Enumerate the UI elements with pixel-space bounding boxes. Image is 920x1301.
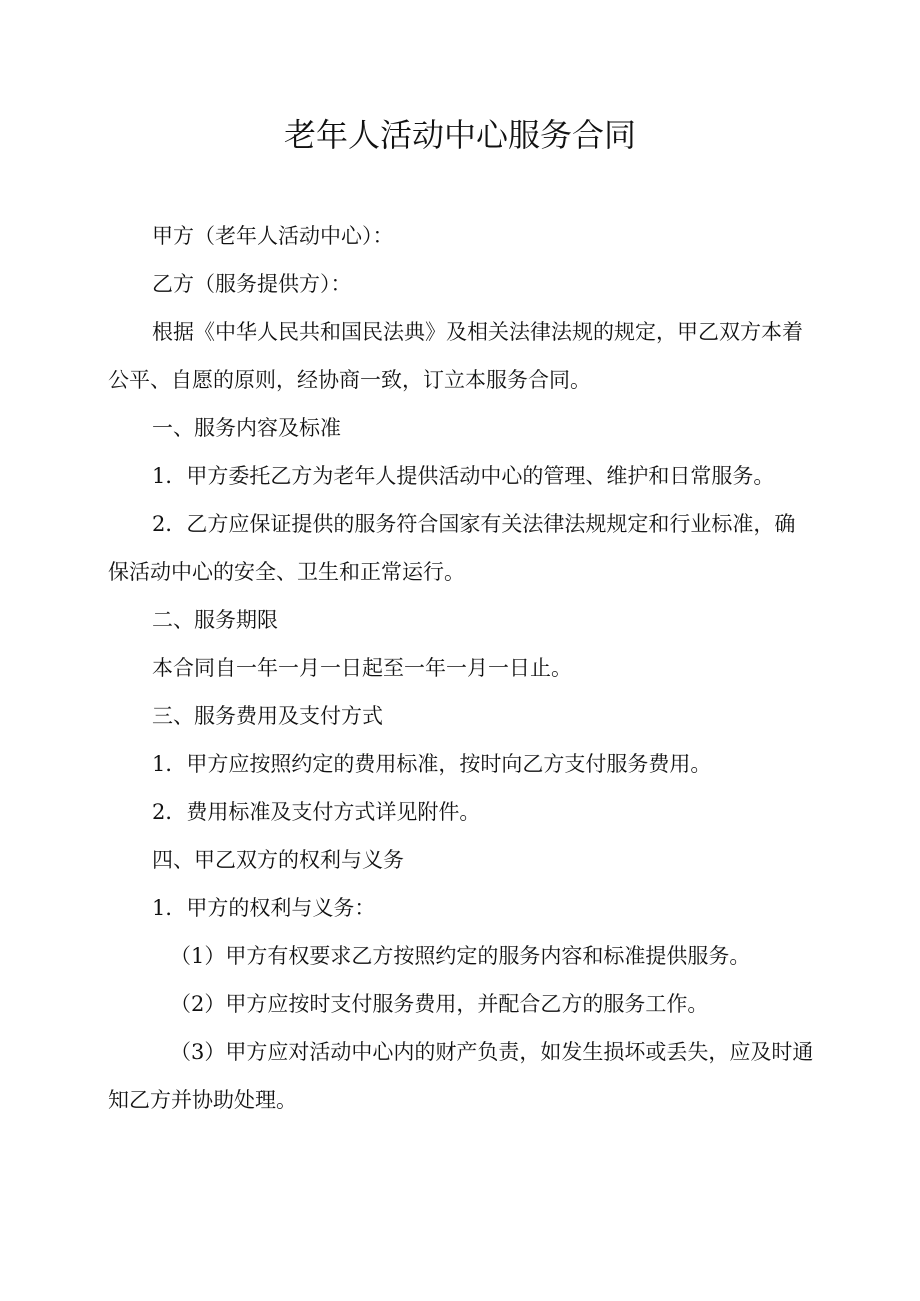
section-3-item-1: 1．甲方应按照约定的费用标准，按时向乙方支付服务费用。 — [152, 752, 712, 776]
section-4-sub-1: （1）甲方有权要求乙方按照约定的服务内容和标准提供服务。 — [170, 944, 751, 968]
section-3-item-2: 2．费用标准及支付方式详见附件。 — [152, 800, 481, 824]
section-1-item-2-line1: 2．乙方应保证提供的服务符合国家有关法律法规规定和行业标准，确 — [152, 512, 796, 536]
section-2-text: 本合同自一年一月一日起至一年一月一日止。 — [152, 656, 572, 680]
section-4-sub-3-line2: 知乙方并协助处理。 — [108, 1088, 297, 1112]
intro-paragraph-line2: 公平、自愿的原则，经协商一致，订立本服务合同。 — [108, 368, 591, 392]
section-1-heading: 一、服务内容及标准 — [152, 416, 341, 440]
section-4-sub-2: （2）甲方应按时支付服务费用，并配合乙方的服务工作。 — [170, 992, 709, 1016]
section-2-heading: 二、服务期限 — [152, 608, 278, 632]
section-1-item-2-line2: 保活动中心的安全、卫生和正常运行。 — [108, 560, 465, 584]
section-4-sub-3-line1: （3）甲方应对活动中心内的财产负责，如发生损坏或丢失，应及时通 — [170, 1040, 814, 1064]
intro-paragraph-line1: 根据《中华人民共和国民法典》及相关法律法规的规定，甲乙双方本着 — [152, 320, 803, 344]
document-title: 老年人活动中心服务合同 — [283, 116, 636, 154]
section-3-heading: 三、服务费用及支付方式 — [152, 704, 383, 728]
party-a-line: 甲方（老年人活动中心）： — [152, 224, 394, 248]
section-4-heading: 四、甲乙双方的权利与义务 — [152, 848, 404, 872]
party-b-line: 乙方（服务提供方）： — [152, 272, 352, 296]
section-4-item-1: 1．甲方的权利与义务： — [152, 896, 376, 920]
section-1-item-1: 1．甲方委托乙方为老年人提供活动中心的管理、维护和日常服务。 — [152, 464, 775, 488]
